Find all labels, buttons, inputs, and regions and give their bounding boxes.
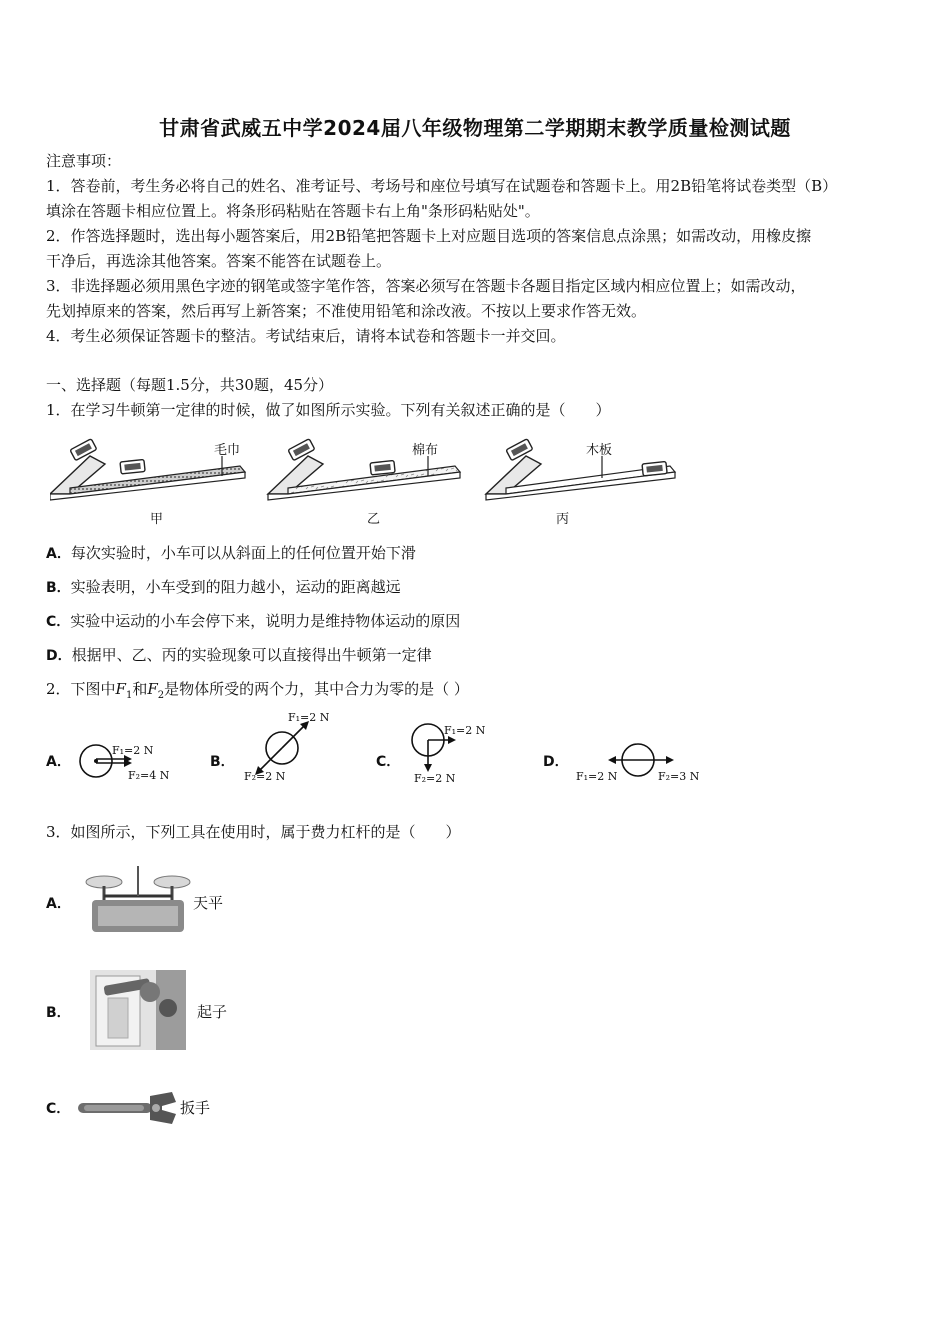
q3-option-b-letter[interactable]: B． <box>46 1005 71 1021</box>
force-label-f1: F₁=2 N <box>576 770 618 783</box>
q3-option-b-label: 起子 <box>197 1003 228 1021</box>
force-label-f1: F₁=2 N <box>288 711 330 724</box>
notes-line-4: 干净后，再选涂其他答案。答案不能答在试题卷上。 <box>46 252 392 270</box>
q1-stem: 1．在学习牛顿第一定律的时候，做了如图所示实验。下列有关叙述正确的是（ ） <box>46 401 611 419</box>
force-label-f1: F₁=2 N <box>112 744 154 757</box>
q1-experiment-figure <box>50 436 700 528</box>
q2-figure-d <box>574 740 714 788</box>
q2-stem: 2．下图中$F_1$和$F_2$是物体所受的两个力，其中合力为零的是（ ） <box>46 680 469 701</box>
q2-option-a[interactable]: A． <box>46 754 71 770</box>
force-label-f2: F₂=4 N <box>128 769 170 782</box>
force-label-f2: F₂=2 N <box>244 770 286 783</box>
q2-figure-a <box>74 734 184 788</box>
balance-scale-icon <box>84 862 192 938</box>
q1-option-a[interactable]: A．每次实验时，小车可以从斜面上的任何位置开始下滑 <box>46 544 416 562</box>
notes-line-2: 填涂在答题卡相应位置上。将条形码粘贴在答题卡右上角"条形码粘贴处"。 <box>46 202 540 220</box>
notes-heading: 注意事项： <box>46 152 122 170</box>
force-label-f2: F₂=3 N <box>658 770 700 783</box>
setup-cloth <box>268 439 460 500</box>
surface-label-towel: 毛巾 <box>214 443 241 458</box>
force-label-f2: F₂=2 N <box>414 772 456 785</box>
notes-line-5: 3．非选择题必须用黑色字迹的钢笔或签字笔作答，答案必须写在答题卡各题目指定区域内相应位置上；如需改动， <box>46 277 806 295</box>
surface-label-board: 木板 <box>586 443 613 458</box>
q3-option-a-label: 天平 <box>193 894 224 912</box>
force-label-f1: F₁=2 N <box>444 724 486 737</box>
setup-towel <box>50 439 245 500</box>
setup-board <box>486 439 675 500</box>
surface-label-cloth: 棉布 <box>412 443 439 458</box>
q2-option-d[interactable]: D． <box>543 754 569 770</box>
caption-jia: 甲 <box>150 512 164 527</box>
notes-line-3: 2．作答选择题时，选出每小题答案后，用2B铅笔把答题卡上对应题目选项的答案信息点涂黑；如需改动，用橡皮擦 <box>46 227 812 245</box>
q3-option-c-label: 扳手 <box>180 1099 211 1117</box>
q2-option-b[interactable]: B． <box>210 754 235 770</box>
q3-option-c-letter[interactable]: C． <box>46 1101 71 1117</box>
wrench-icon <box>74 1088 178 1128</box>
notes-line-1: 1．答卷前，考生务必将自己的姓名、准考证号、考场号和座位号填写在试题卷和答题卡上。用2B铅笔将试卷类型（B） <box>46 177 838 195</box>
q2-figure-c <box>404 716 504 788</box>
q1-option-b[interactable]: B．实验表明，小车受到的阻力越小，运动的距离越远 <box>46 578 401 596</box>
q3-stem: 3．如图所示，下列工具在使用时，属于费力杠杆的是（ ） <box>46 823 461 841</box>
notes-line-6: 先划掉原来的答案，然后再写上新答案；不准使用铅笔和涂改液。不按以上要求作答无效。 <box>46 302 647 320</box>
section-heading: 一、选择题（每题1.5分，共30题，45分） <box>46 376 334 394</box>
page-title: 甘肃省武威五中学2024届八年级物理第二学期期末教学质量检测试题 <box>159 116 791 140</box>
q1-option-d[interactable]: D．根据甲、乙、丙的实验现象可以直接得出牛顿第一定律 <box>46 646 432 664</box>
notes-line-7: 4．考生必须保证答题卡的整洁。考试结束后，请将本试卷和答题卡一并交回。 <box>46 327 566 345</box>
q2-figure-b <box>240 708 340 788</box>
q1-option-c[interactable]: C．实验中运动的小车会停下来，说明力是维持物体运动的原因 <box>46 612 461 630</box>
bottle-opener-icon <box>90 970 186 1050</box>
caption-bing: 丙 <box>556 512 570 527</box>
caption-yi: 乙 <box>367 512 381 527</box>
q2-option-c[interactable]: C． <box>376 754 401 770</box>
q3-option-a-letter[interactable]: A． <box>46 896 71 912</box>
